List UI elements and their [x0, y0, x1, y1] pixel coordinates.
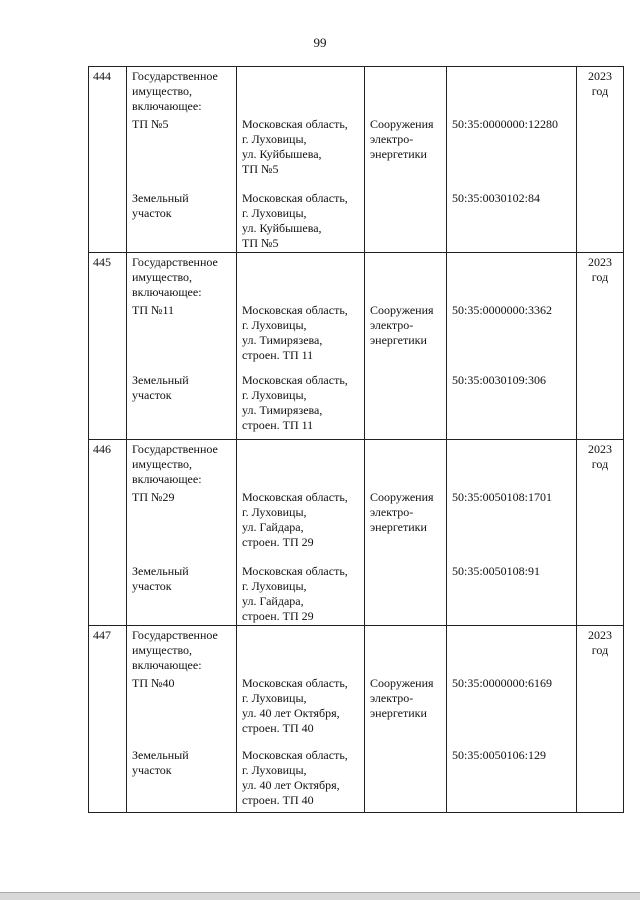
item-address: Московская область, г. Луховицы, ул. 40 лет Октября, строен. ТП 40 — [237, 748, 365, 813]
table-row — [89, 676, 624, 748]
table-row — [89, 490, 624, 564]
group-header-text: Государственное имущество, включающее: — [127, 67, 237, 117]
item-cadastral-number: 50:35:0000000:3362 — [447, 303, 577, 373]
type-cell — [365, 67, 447, 117]
item-type — [365, 748, 447, 813]
registry-group — [89, 626, 624, 813]
group-year: 2023 год — [577, 253, 624, 303]
item-cadastral-number: 50:35:0050106:129 — [447, 748, 577, 813]
group-year: 2023 год — [577, 440, 624, 490]
group-header-row — [89, 67, 624, 117]
group-header-text: Государственное имущество, включающее: — [127, 626, 237, 676]
item-address: Московская область, г. Луховицы, ул. 40 лет Октября, строен. ТП 40 — [237, 676, 365, 748]
group-header-row — [89, 626, 624, 676]
type-cell — [365, 440, 447, 490]
registry-group — [89, 67, 624, 253]
group-header-row — [89, 440, 624, 490]
item-name: Земельный участок — [127, 564, 237, 626]
item-cadastral-number: 50:35:0030109:306 — [447, 373, 577, 440]
item-name: ТП №11 — [127, 303, 237, 373]
group-number: 446 — [89, 440, 127, 490]
cadastral-cell — [447, 626, 577, 676]
table-row — [89, 373, 624, 440]
group-header-text: Государственное имущество, включающее: — [127, 253, 237, 303]
group-number: 445 — [89, 253, 127, 303]
item-name: ТП №5 — [127, 117, 237, 191]
group-header-text: Государственное имущество, включающее: — [127, 440, 237, 490]
table-row — [89, 191, 624, 253]
item-address: Московская область, г. Луховицы, ул. Куйбышева, ТП №5 — [237, 117, 365, 191]
item-address: Московская область, г. Луховицы, ул. Куйбышева, ТП №5 — [237, 191, 365, 253]
page-number: 99 — [313, 35, 327, 50]
item-name: Земельный участок — [127, 748, 237, 813]
type-cell — [365, 626, 447, 676]
table-row — [89, 303, 624, 373]
cadastral-cell — [447, 67, 577, 117]
item-type — [365, 191, 447, 253]
address-cell — [237, 626, 365, 676]
group-number: 444 — [89, 67, 127, 117]
item-type: Сооружения электро- энергетики — [365, 490, 447, 564]
item-address: Московская область, г. Луховицы, ул. Тимирязева, строен. ТП 11 — [237, 373, 365, 440]
item-type: Сооружения электро- энергетики — [365, 303, 447, 373]
item-address: Московская область, г. Луховицы, ул. Гайдара, строен. ТП 29 — [237, 490, 365, 564]
item-type: Сооружения электро- энергетики — [365, 117, 447, 191]
group-year: 2023 год — [577, 67, 624, 117]
cadastral-cell — [447, 440, 577, 490]
property-registry-table — [88, 66, 624, 813]
item-cadastral-number: 50:35:0050108:1701 — [447, 490, 577, 564]
item-name: ТП №29 — [127, 490, 237, 564]
item-type — [365, 373, 447, 440]
group-number: 447 — [89, 626, 127, 676]
item-name: ТП №40 — [127, 676, 237, 748]
item-cadastral-number: 50:35:0000000:6169 — [447, 676, 577, 748]
item-type: Сооружения электро- энергетики — [365, 676, 447, 748]
address-cell — [237, 440, 365, 490]
group-header-row — [89, 253, 624, 303]
item-cadastral-number: 50:35:0050108:91 — [447, 564, 577, 626]
item-cadastral-number: 50:35:0000000:12280 — [447, 117, 577, 191]
table-row — [89, 564, 624, 626]
registry-group — [89, 253, 624, 440]
item-name: Земельный участок — [127, 373, 237, 440]
item-cadastral-number: 50:35:0030102:84 — [447, 191, 577, 253]
table-row — [89, 748, 624, 813]
registry-group — [89, 440, 624, 626]
item-name: Земельный участок — [127, 191, 237, 253]
address-cell — [237, 253, 365, 303]
group-year: 2023 год — [577, 626, 624, 676]
item-type — [365, 564, 447, 626]
address-cell — [237, 67, 365, 117]
table-row — [89, 117, 624, 191]
cadastral-cell — [447, 253, 577, 303]
type-cell — [365, 253, 447, 303]
item-address: Московская область, г. Луховицы, ул. Гайдара, строен. ТП 29 — [237, 564, 365, 626]
item-address: Московская область, г. Луховицы, ул. Тимирязева, строен. ТП 11 — [237, 303, 365, 373]
